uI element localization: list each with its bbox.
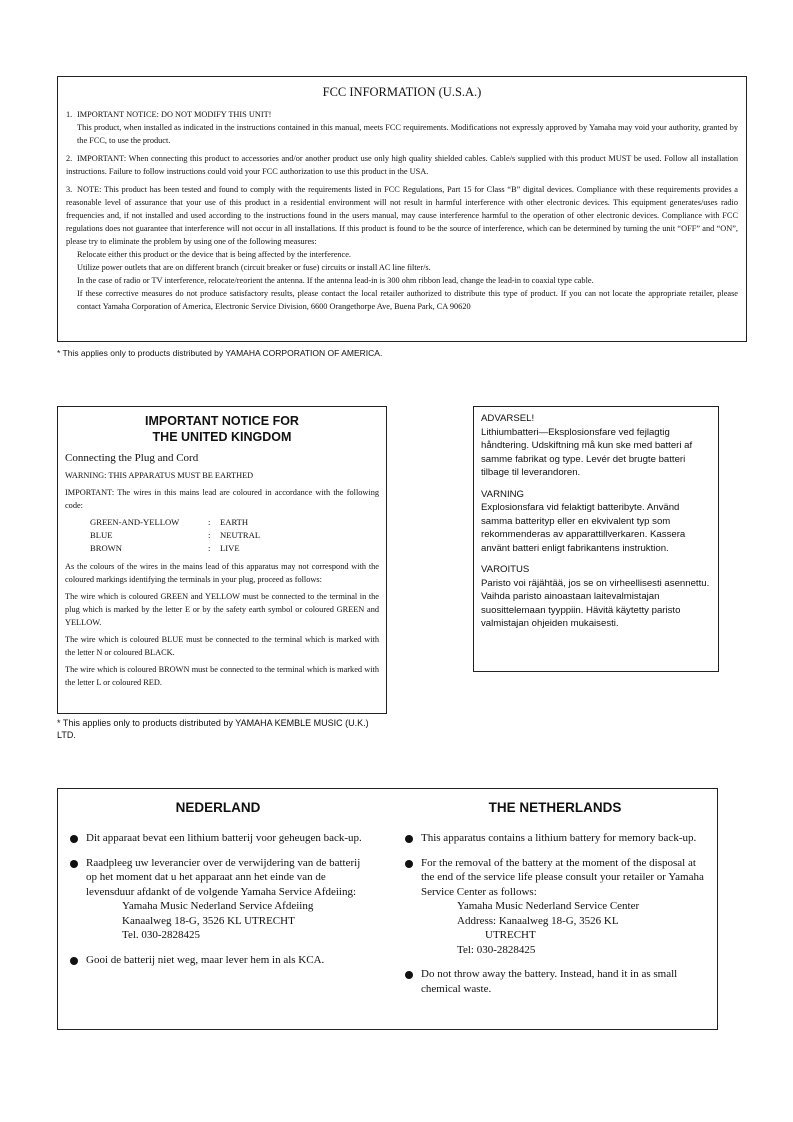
wire-separator: : (208, 543, 211, 553)
netherlands-bullet-2: For the removal of the battery at the moment of the disposal at the end of the service life please consult your retailer or Yamaha Service Center as follows: (421, 856, 704, 898)
netherlands-address-line-1: Yamaha Music Nederland Service Center (457, 900, 640, 912)
uk-title-line-2: THE UNITED KINGDOM (152, 430, 292, 444)
nederland-bullet-2: Raadpleeg uw leverancier over de verwijdering van de batterij op het moment dat u het apparaat ann het einde van de levensduur afdankt of de volgende Yamaha Service Afdeiing: (86, 856, 361, 898)
list-item (399, 856, 711, 958)
fcc-item-3-number: 3. (66, 185, 73, 194)
wire-colour: BROWN (90, 543, 122, 553)
netherlands-address-line-2: Address: Kanaalweg 18-G, 3526 KL (457, 914, 619, 927)
finnish-warning-text: Paristo voi räjähtää, jos se on virheellisesti asennettu. Vaihda paristo ainoastaan laitevalmistajan suosittelemaan tyyppiin. Hävitä käytetty paristo valmistajan ohjeiden mukaisesti. (481, 577, 710, 629)
fcc-item-3 (66, 183, 738, 313)
wire-separator: : (208, 530, 211, 540)
uk-paragraph-4: The wire which is coloured BROWN must be connected to the terminal which is marked with the letter L or coloured RED. (65, 665, 379, 687)
uk-paragraph-2: The wire which is coloured GREEN and YELLOW must be connected to the terminal in the plug which is marked by the letter E or by the safety earth symbol or coloured GREEN and YELLOW. (65, 592, 379, 627)
uk-notice-box (57, 406, 387, 714)
fcc-item-1 (66, 108, 738, 147)
battery-warnings-box (473, 406, 719, 672)
nederland-column (64, 789, 372, 977)
finnish-warning-title: VAROITUS (481, 564, 530, 575)
netherlands-column (399, 789, 711, 1006)
nederland-bullet-3: Gooi de batterij niet weg, maar lever hem in als KCA. (86, 953, 325, 966)
fcc-item-2-text: IMPORTANT: When connecting this product to accessories and/or another product use only high quality shielded cables. Cable/s supplied with this product MUST be used. Follow all installation instructions. Failure to follow instructions could void your FCC authorization to use this product in the USA. (66, 154, 738, 176)
table-row (90, 542, 260, 555)
nederland-title: NEDERLAND (175, 800, 261, 815)
fcc-item-1-number: 1. (66, 110, 73, 119)
bullet-icon (70, 957, 78, 965)
netherlands-bullet-1: This apparatus contains a lithium battery for memory back-up. (421, 832, 697, 844)
netherlands-title: THE NETHERLANDS (488, 800, 622, 815)
table-row (90, 516, 260, 529)
uk-subtitle: Connecting the Plug and Cord (65, 452, 199, 464)
swedish-warning-title: VARNING (481, 488, 524, 500)
fcc-measure-4: If these corrective measures do not produce satisfactory results, please contact the local retailer authorized to distribute this type of product. If you can not locate the appropriate retailer, please contact Yamaha Corporation of America, Electronic Service Division, 6600 Orangethorpe Ave, Buena Park, CA 90620 (77, 289, 738, 311)
wire-separator: : (208, 517, 211, 527)
uk-warning: WARNING: THIS APPARATUS MUST BE EARTHED (65, 471, 254, 480)
list-item (64, 831, 372, 846)
uk-wire-code-table (90, 516, 260, 555)
uk-title-line-1: IMPORTANT NOTICE FOR (145, 414, 299, 428)
bullet-icon (70, 835, 78, 843)
fcc-measure-2: Utilize power outlets that are on different branch (circuit breaker or fuse) circuits or install AC line filter/s. (77, 263, 431, 272)
netherlands-battery-box (57, 788, 718, 1030)
wire-meaning: NEUTRAL (220, 530, 261, 540)
netherlands-address-line-4: Tel: 030-2828425 (457, 943, 536, 956)
nederland-address-line-1: Yamaha Music Nederland Service Afdeiing (122, 900, 314, 912)
wire-meaning: EARTH (220, 517, 249, 527)
nederland-address-line-3: Tel. 030-2828425 (122, 929, 201, 941)
netherlands-bullet-3: Do not throw away the battery. Instead, hand it in as small chemical waste. (421, 968, 678, 995)
fcc-item-2-number: 2. (66, 154, 73, 163)
wire-colour: BLUE (90, 530, 113, 540)
wire-colour: GREEN-AND-YELLOW (90, 517, 180, 527)
fcc-information-box (57, 76, 747, 342)
swedish-warning (481, 488, 711, 556)
bullet-icon (405, 835, 413, 843)
bullet-icon (405, 860, 413, 868)
list-item (64, 953, 372, 968)
list-item (399, 831, 711, 846)
uk-paragraph-1: As the colours of the wires in the mains lead of this apparatus may not correspond with the coloured markings identifying the terminals in your plug, proceed as follows: (65, 562, 379, 584)
finnish-warning (481, 563, 711, 631)
bullet-icon (70, 860, 78, 868)
uk-title (65, 413, 379, 445)
fcc-footnote: * This applies only to products distributed by YAMAHA CORPORATION OF AMERICA. (57, 348, 383, 358)
wire-meaning: LIVE (220, 543, 240, 553)
uk-paragraph-3: The wire which is coloured BLUE must be connected to the terminal which is marked with the letter N or coloured BLACK. (65, 635, 379, 657)
uk-important: IMPORTANT: The wires in this mains lead are coloured in accordance with the following code: (65, 488, 379, 510)
table-row (90, 529, 260, 542)
fcc-item-1-text: This product, when installed as indicated in the instructions contained in this manual, meets FCC requirements. Modifications not expressly approved by Yamaha may void your authority, granted by the FCC, to use the product. (77, 123, 738, 145)
danish-warning-title: ADVARSEL! (481, 413, 535, 424)
fcc-title: FCC INFORMATION (U.S.A.) (322, 85, 482, 99)
list-item (399, 967, 711, 996)
fcc-item-2 (66, 152, 738, 178)
fcc-item-3-text: NOTE: This product has been tested and found to comply with the requirements listed in FCC Regulations, Part 15 for Class “B” digital devices. Compliance with these requirements provides a reasonable level of assurance that your use of this product in a residential environment will not result in harmful interference with other electronic devices. This equipment generates/uses radio frequencies and, if not installed and used according to the instructions found in the users manual, may cause interference harmful to the operation of other electronic devices. Compliance with FCC regulations does not guarantee that interference will not occur in all installations. If this product is found to be the source of interference, which can be determined by turning the unit “OFF” and “ON”, please try to eliminate the problem by using one of the following measures: (66, 185, 738, 246)
fcc-item-1-heading: IMPORTANT NOTICE: DO NOT MODIFY THIS UNIT! (77, 110, 272, 119)
fcc-measure-1: Relocate either this product or the device that is being affected by the interference. (77, 250, 351, 259)
list-item (64, 856, 372, 943)
nederland-address-line-2: Kanaalweg 18-G, 3526 KL UTRECHT (122, 914, 295, 927)
nederland-bullet-1: Dit apparaat bevat een lithium batterij voor geheugen back-up. (86, 832, 362, 844)
netherlands-address-line-3: UTRECHT (485, 929, 536, 941)
danish-warning-text: Lithiumbatteri—Eksplosionsfare ved fejlagtig håndtering. Udskiftning må kun ske med batteri af samme fabrikat og type. Levér det brugte batteri tilbage til leverandoren. (481, 426, 693, 478)
swedish-warning-text: Explosionsfara vid felaktigt batteribyte. Använd samma batterityp eller en ekvivalent typ som rekommenderas av apparattillverkaren. Kassera använt batteri enligt fabrikantens instruktion. (481, 502, 686, 554)
fcc-measure-3: In the case of radio or TV interference, relocate/reorient the antenna. If the antenna lead-in is 300 ohm ribbon lead, change the lead-in to coaxial type cable. (77, 276, 594, 285)
bullet-icon (405, 971, 413, 979)
uk-footnote: * This applies only to products distributed by YAMAHA KEMBLE MUSIC (U.K.) LTD. (57, 718, 369, 740)
danish-warning (481, 412, 711, 480)
